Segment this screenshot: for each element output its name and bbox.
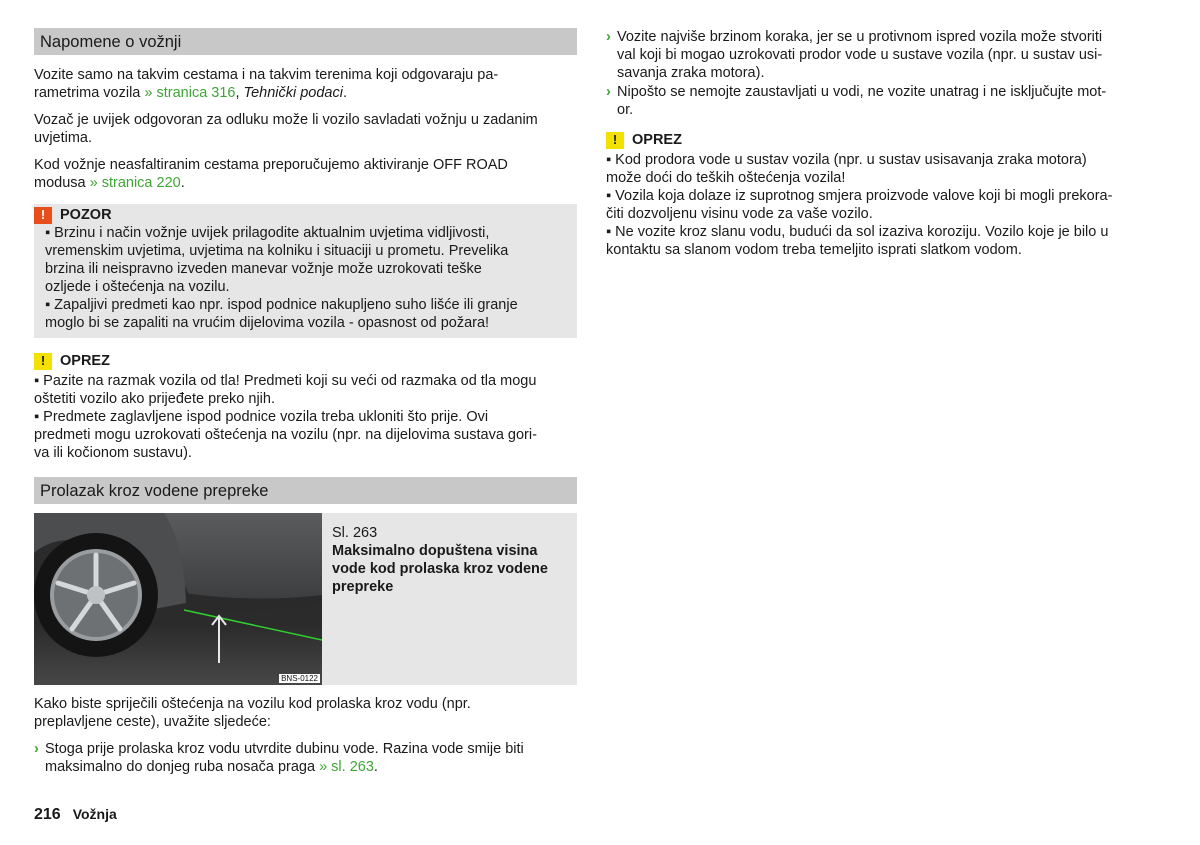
figure-number: Sl. 263 — [332, 525, 378, 541]
warning-body: ▪ Brzinu i način vožnje uvijek prilagodite aktualnim uvjetima vidljivosti, vremenskim uvjetima, uvjetima na kolniku i situaciji u prometu. Prevelika brzina ili neispravno izveden manevar vožnje može uzrokovati teške ozljede i oštećenja na vozilu. ▪ Zapaljivi predmeti kao npr. ispod podnice nakupljeno suho lišće ili granje moglo bi se zapaliti na vrućim dijelovima vozila - opasnost od požara! — [45, 225, 518, 331]
caution-title: ! OPREZ — [34, 352, 577, 370]
link-page-316[interactable]: » stranica 316 — [144, 85, 236, 101]
figure-caption — [332, 524, 572, 596]
section-title-water-crossing: Prolazak kroz vodene prepreke — [34, 477, 577, 504]
figure-title-line-3: prepreke — [332, 579, 394, 595]
figure-263 — [34, 513, 577, 685]
link-page-220[interactable]: » stranica 220 — [89, 175, 181, 191]
chapter-title: Vožnja — [72, 806, 117, 822]
wheel-illustration — [34, 513, 322, 685]
caution-icon: ! — [606, 132, 624, 149]
link-figure-263[interactable]: » sl. 263 — [319, 759, 374, 775]
warning-icon: ! — [34, 207, 52, 224]
warning-box-pozor — [34, 204, 577, 338]
caution-box-oprez-left: ! OPREZ ▪ Pazite na razmak vozila od tla! Predmeti koji su veći od razmaka od tla mogu oštetiti vozilo ako prijeđete preko njih. ▪ Predmete zaglavljene ispod podnice vozila treba ukloniti što prije. Ovi predmeti mogu uzrokovati oštećenja na vozilu (npr. na dijelovima sustava gori- va ili kočionom sustavu). — [34, 352, 577, 462]
paragraph-offroad: Kod vožnje neasfaltiranim cestama preporučujemo aktiviranje OFF ROAD modusa » stranica 220. — [34, 157, 508, 191]
figure-title-line-2: vode kod prolaska kroz vodene — [332, 561, 548, 577]
instruction-walking-speed: › Vozite najviše brzinom koraka, jer se u protivnom ispred vozila može stvoriti val koji bi mogao uzrokovati prodor vode u sustave vozila (npr. u sustav usi- savanja zraka motora). — [606, 29, 1103, 81]
caution-title: ! OPREZ — [606, 131, 1149, 149]
page-footer — [34, 805, 117, 824]
chevron-right-icon: › — [34, 741, 39, 757]
right-column — [606, 28, 1149, 259]
figure-title-line-1: Maksimalno dopuštena visina — [332, 543, 538, 559]
paragraph-water-damage: Kako biste spriječili oštećenja na vozilu kod prolaska kroz vodu (npr. preplavljene ceste), uvažite sljedeće: — [34, 696, 471, 730]
page-number: 216 — [34, 806, 61, 823]
chevron-right-icon: › — [606, 29, 611, 45]
paragraph-roads: Vozite samo na takvim cestama i na takvim terenima koji odgovaraju pa- rametrima vozila » stranica 316, Tehnički podaci. — [34, 67, 499, 101]
instruction-do-not-stop: › Nipošto se nemojte zaustavljati u vodi, ne vozite unatrag i ne isključujte mot- or. — [606, 84, 1107, 118]
figure-image-wheel — [34, 513, 322, 685]
caution-box-oprez-right: ! OPREZ ▪ Kod prodora vode u sustav vozila (npr. u sustav usisavanja zraka motora) može doći do teških oštećenja vozila! ▪ Vozila koja dolaze iz suprotnog smjera proizvode valove koji bi mogli prekora- čiti dozvoljenu visinu vode za vaše vozilo. ▪ Ne vozite kroz slanu vodu, budući da sol izaziva koroziju. Vozilo koje je bilo u kontaktu sa slanom vodom treba temeljito isprati slatkom vodom. — [606, 131, 1149, 259]
chevron-right-icon: › — [606, 84, 611, 100]
paragraph-driver-responsibility: Vozač je uvijek odgovoran za odluku može li vozilo savladati vožnju u zadanim uvjetima. — [34, 112, 538, 146]
caution-icon: ! — [34, 353, 52, 370]
figure-code: BNS-0122 — [281, 674, 318, 683]
section-title-driving-notes: Napomene o vožnji — [34, 28, 577, 55]
left-column — [34, 28, 577, 776]
warning-title: ! POZOR — [34, 206, 567, 224]
instruction-check-depth: › Stoga prije prolaska kroz vodu utvrdite dubinu vode. Razina vode smije biti maksimalno do donjeg ruba nosača praga » sl. 263. — [34, 741, 524, 775]
